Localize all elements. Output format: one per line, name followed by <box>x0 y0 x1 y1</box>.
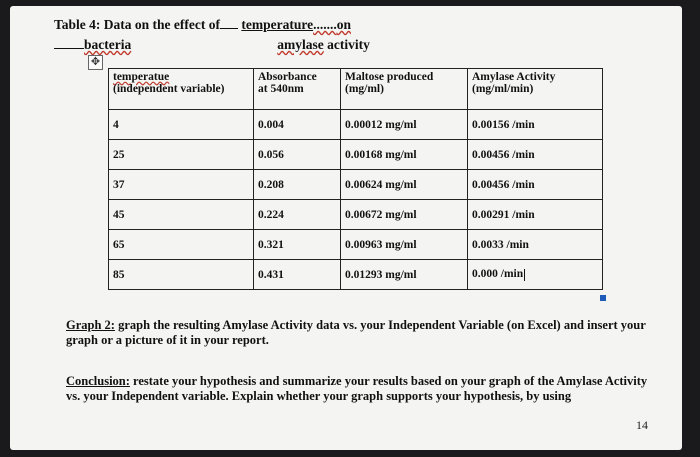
table-row <box>109 200 603 230</box>
header-amylase-line1: Amylase Activity <box>472 71 556 83</box>
cell-amylase[interactable]: 0.00156 /min <box>468 110 603 140</box>
cell-maltose[interactable]: 0.00624 mg/ml <box>341 170 468 200</box>
cell-absorbance[interactable]: 0.321 <box>254 230 341 260</box>
cell-temperature[interactable]: 25 <box>109 140 254 170</box>
cell-maltose[interactable]: 0.00168 mg/ml <box>341 140 468 170</box>
table-row <box>109 170 603 200</box>
header-maltose[interactable] <box>341 69 468 110</box>
table-header-row <box>109 69 603 110</box>
cell-temperature[interactable]: 37 <box>109 170 254 200</box>
title-word-amylase[interactable]: amylase <box>277 37 324 52</box>
document-page <box>10 6 682 450</box>
cell-amylase[interactable]: 0.00456 /min <box>468 170 603 200</box>
title-prefix: Table 4: Data on the effect of <box>54 17 220 32</box>
cell-amylase[interactable]: 0.0033 /min <box>468 230 603 260</box>
cell-maltose[interactable]: 0.00963 mg/ml <box>341 230 468 260</box>
header-amylase-line2: (mg/ml/min) <box>472 83 534 95</box>
title-blank-2 <box>54 48 84 49</box>
cell-temperature[interactable]: 65 <box>109 230 254 260</box>
title-word-on[interactable]: on <box>336 17 351 32</box>
table-title-line1 <box>54 17 351 33</box>
table-row <box>109 110 603 140</box>
title-blank <box>220 28 238 29</box>
cell-temperature[interactable]: 4 <box>109 110 254 140</box>
text-cursor <box>524 269 525 281</box>
table-resize-handle[interactable] <box>600 295 606 301</box>
cell-maltose[interactable]: 0.00012 mg/ml <box>341 110 468 140</box>
title-word-activity: activity <box>327 37 370 52</box>
cell-amylase[interactable]: 0.00291 /min <box>468 200 603 230</box>
table-move-handle-icon[interactable]: ✥ <box>88 55 103 70</box>
cell-absorbance[interactable]: 0.431 <box>254 260 341 290</box>
cell-temperature[interactable]: 45 <box>109 200 254 230</box>
cell-amylase[interactable] <box>468 260 603 290</box>
data-table <box>108 68 603 290</box>
graph-instruction <box>66 318 652 348</box>
cell-absorbance[interactable]: 0.004 <box>254 110 341 140</box>
page-number: 14 <box>636 418 648 432</box>
table-row <box>109 260 603 290</box>
header-maltose-line2: (mg/ml) <box>345 83 384 95</box>
conclusion-instruction <box>66 374 652 404</box>
cell-amylase[interactable]: 0.00456 /min <box>468 140 603 170</box>
cell-absorbance[interactable]: 0.224 <box>254 200 341 230</box>
header-maltose-line1: Maltose produced <box>345 71 434 83</box>
title-dots: ....... <box>313 17 337 32</box>
cell-absorbance[interactable]: 0.056 <box>254 140 341 170</box>
title-word-temperature[interactable]: temperature <box>241 17 314 32</box>
header-amylase-activity[interactable] <box>468 69 603 110</box>
graph-text: graph the resulting Amylase Activity data vs. your Independent Variable (on Excel) and insert your graph or a picture of it in your report. <box>66 318 646 347</box>
table-title-line2 <box>54 37 370 53</box>
conclusion-text: restate your hypothesis and summarize your results based on your graph of the Amylase Activity vs. your Independent variable. Explain whether your graph supports your hypothesis, by using <box>66 374 648 403</box>
cell-amylase-text: 0.000 /min <box>472 268 524 281</box>
conclusion-label: Conclusion: <box>66 374 130 388</box>
header-absorbance-line1: Absorbance <box>258 71 317 83</box>
cell-maltose[interactable]: 0.00672 mg/ml <box>341 200 468 230</box>
title-word-bacteria[interactable]: bacteria <box>84 37 132 52</box>
header-absorbance[interactable] <box>254 69 341 110</box>
graph-label: Graph 2: <box>66 318 115 332</box>
cell-absorbance[interactable]: 0.208 <box>254 170 341 200</box>
table-row <box>109 230 603 260</box>
header-temperature-line1: temperatue <box>113 71 170 83</box>
cell-temperature[interactable]: 85 <box>109 260 254 290</box>
header-temperature-line2: (independent variable) <box>113 83 225 95</box>
header-temperature[interactable] <box>109 69 254 110</box>
header-absorbance-line2: at 540nm <box>258 83 304 95</box>
table-row <box>109 140 603 170</box>
cell-maltose[interactable]: 0.01293 mg/ml <box>341 260 468 290</box>
